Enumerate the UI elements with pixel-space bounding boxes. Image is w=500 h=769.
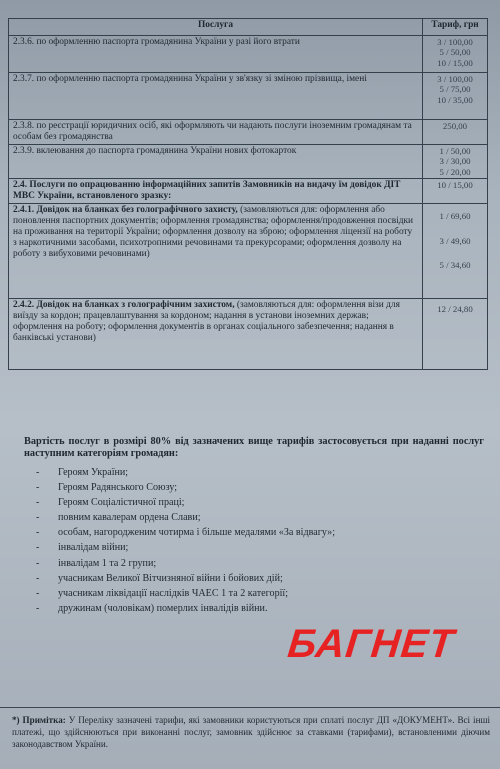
tariff-value: 3 / 49,60	[439, 235, 471, 246]
footnote-label: *) Примітка:	[12, 715, 66, 725]
footnote-text: У Переліку зазначені тарифи, які замовники користуються при сплаті послуг ДП «ДОКУМЕНТ». Всі інші платежі, що здійснюються при виконанні послуг, замовник здійснює за ставками (тарифами), встановленими діючим законодавством України.	[12, 715, 490, 750]
tariff-value: 250,00	[442, 121, 468, 131]
row-text: 2.3.7. по оформленню паспорта громадянина України у зв'язку зі зміною прізвища, імені	[9, 73, 423, 120]
list-item	[36, 601, 335, 616]
tariff-value: 3 / 100,00	[437, 74, 473, 84]
tariff-value: 5 / 20,00	[439, 166, 471, 177]
list-item	[36, 556, 335, 571]
list-dash: -	[36, 587, 40, 599]
item-body: (замовляються для: оформлення візи для виїзду за кордон; працевлаштування за кордоном; надання в установи іноземних держав; оформлення на роботу; оформлення документів в органах соціального забезпечення; надання в банківські установи)	[13, 300, 400, 344]
list-dash: -	[36, 557, 40, 569]
service-column-header: Послуга	[9, 19, 423, 36]
table-row	[9, 145, 488, 179]
table-row	[9, 299, 488, 370]
table-header-row	[9, 19, 488, 36]
item-body: (замовляються для: оформлення або поновлення паспортних документів; оформлення громадянства; оформлення/продовження посвідки на проживання на території України; оформлення дозволу на зброю; оформлення ліцензії на роботу з наркотичними засобами, психотропними речовинами та прекурсорами; оформлення дозволу на роботу з вибуховими речовинами)	[13, 205, 414, 260]
tariff-value: 10 / 15,00	[437, 57, 473, 68]
table-row	[9, 36, 488, 73]
discount-notice: Вартість послуг в розмірі 80% від зазначених вище тарифів застосовується при наданні послуг наступним категоріям громадян:	[24, 436, 484, 460]
list-item	[36, 495, 335, 510]
section-title: 2.4. Послуги по опрацюванню інформаційних запитів Замовників на видачу їм довідок ДІТ МВС України, встановленого зразку:	[9, 179, 423, 204]
tariff-value: 12 / 24,80	[437, 304, 473, 315]
row-text	[9, 204, 423, 299]
list-dash: -	[36, 527, 40, 539]
list-dash: -	[36, 572, 40, 584]
list-item-text: Героям України;	[58, 467, 129, 478]
tariff-cell	[423, 179, 488, 204]
tariff-value: 10 / 15,00	[437, 180, 473, 191]
item-title: 2.4.2. Довідок на бланках з голографічним захистом,	[13, 300, 235, 311]
list-item-text: інвалідам 1 та 2 групи;	[58, 557, 157, 569]
footnote	[12, 714, 490, 751]
list-dash: -	[36, 467, 40, 478]
table-row	[9, 73, 488, 120]
row-text: 2.3.6. по оформленню паспорта громадянина України у разі його втрати	[9, 36, 423, 73]
tariff-value: 5 / 50,00	[439, 47, 471, 58]
list-item	[36, 525, 335, 540]
tariff-value: 1 / 69,60	[439, 211, 471, 222]
tariff-table	[8, 18, 488, 370]
tariff-cell	[423, 299, 488, 370]
tariff-value: 3 / 30,00	[439, 156, 471, 167]
list-item-text: повним кавалерам ордена Слави;	[58, 512, 201, 524]
list-dash: -	[36, 482, 40, 494]
list-item	[36, 540, 335, 555]
tariff-cell	[423, 120, 488, 145]
list-item-text: Героям Радянського Союзу;	[58, 482, 178, 494]
tariff-value: 10 / 35,00	[437, 94, 473, 105]
beneficiary-list	[36, 465, 335, 616]
tariff-cell	[423, 145, 488, 179]
tariff-cell	[423, 36, 488, 73]
table-row	[9, 120, 488, 145]
list-dash: -	[36, 542, 40, 554]
tariff-column-header: Тариф, грн	[423, 19, 488, 36]
bagnet-logo: БАГНЕТ	[285, 622, 457, 666]
item-title: 2.4.1. Довідок на бланках без голографічного захисту,	[13, 205, 238, 216]
list-item	[36, 510, 335, 525]
list-item	[36, 465, 335, 480]
list-item-text: особам, нагородженим чотирма і більше медалями «За відвагу»;	[58, 527, 336, 539]
row-text	[9, 299, 423, 370]
tariff-value: 5 / 75,00	[439, 84, 471, 95]
footnote-divider	[0, 707, 500, 708]
list-item-text: Героям Соціалістичної праці;	[58, 497, 185, 509]
table-row	[9, 204, 488, 299]
list-item	[36, 586, 335, 601]
section-header-row	[9, 179, 488, 204]
list-dash: -	[36, 602, 40, 614]
list-item	[36, 571, 335, 586]
list-item-text: учасникам ліквідації наслідків ЧАЕС 1 та 2 категорії;	[58, 587, 289, 599]
tariff-value: 5 / 34,60	[439, 260, 471, 271]
row-text: 2.3.8. по реєстрації юридичних осіб, які оформляють чи надають послуги іноземним громадянам та особам без громадянства	[9, 120, 423, 145]
list-dash: -	[36, 512, 40, 524]
tariff-value: 1 / 50,00	[439, 146, 471, 156]
tariff-cell	[423, 73, 488, 120]
list-item	[36, 480, 335, 495]
list-item-text: учасникам Великої Вітчизняної війни і бойових дій;	[58, 572, 283, 584]
tariff-cell	[423, 204, 488, 299]
list-item-text: дружинам (чоловікам) померлих інвалідів війни.	[58, 602, 268, 614]
row-text: 2.3.9. вклеювання до паспорта громадянина України нових фотокарток	[9, 145, 423, 179]
list-dash: -	[36, 497, 40, 509]
list-item-text: інвалідам війни;	[58, 542, 129, 554]
tariff-value: 3 / 100,00	[437, 37, 473, 47]
